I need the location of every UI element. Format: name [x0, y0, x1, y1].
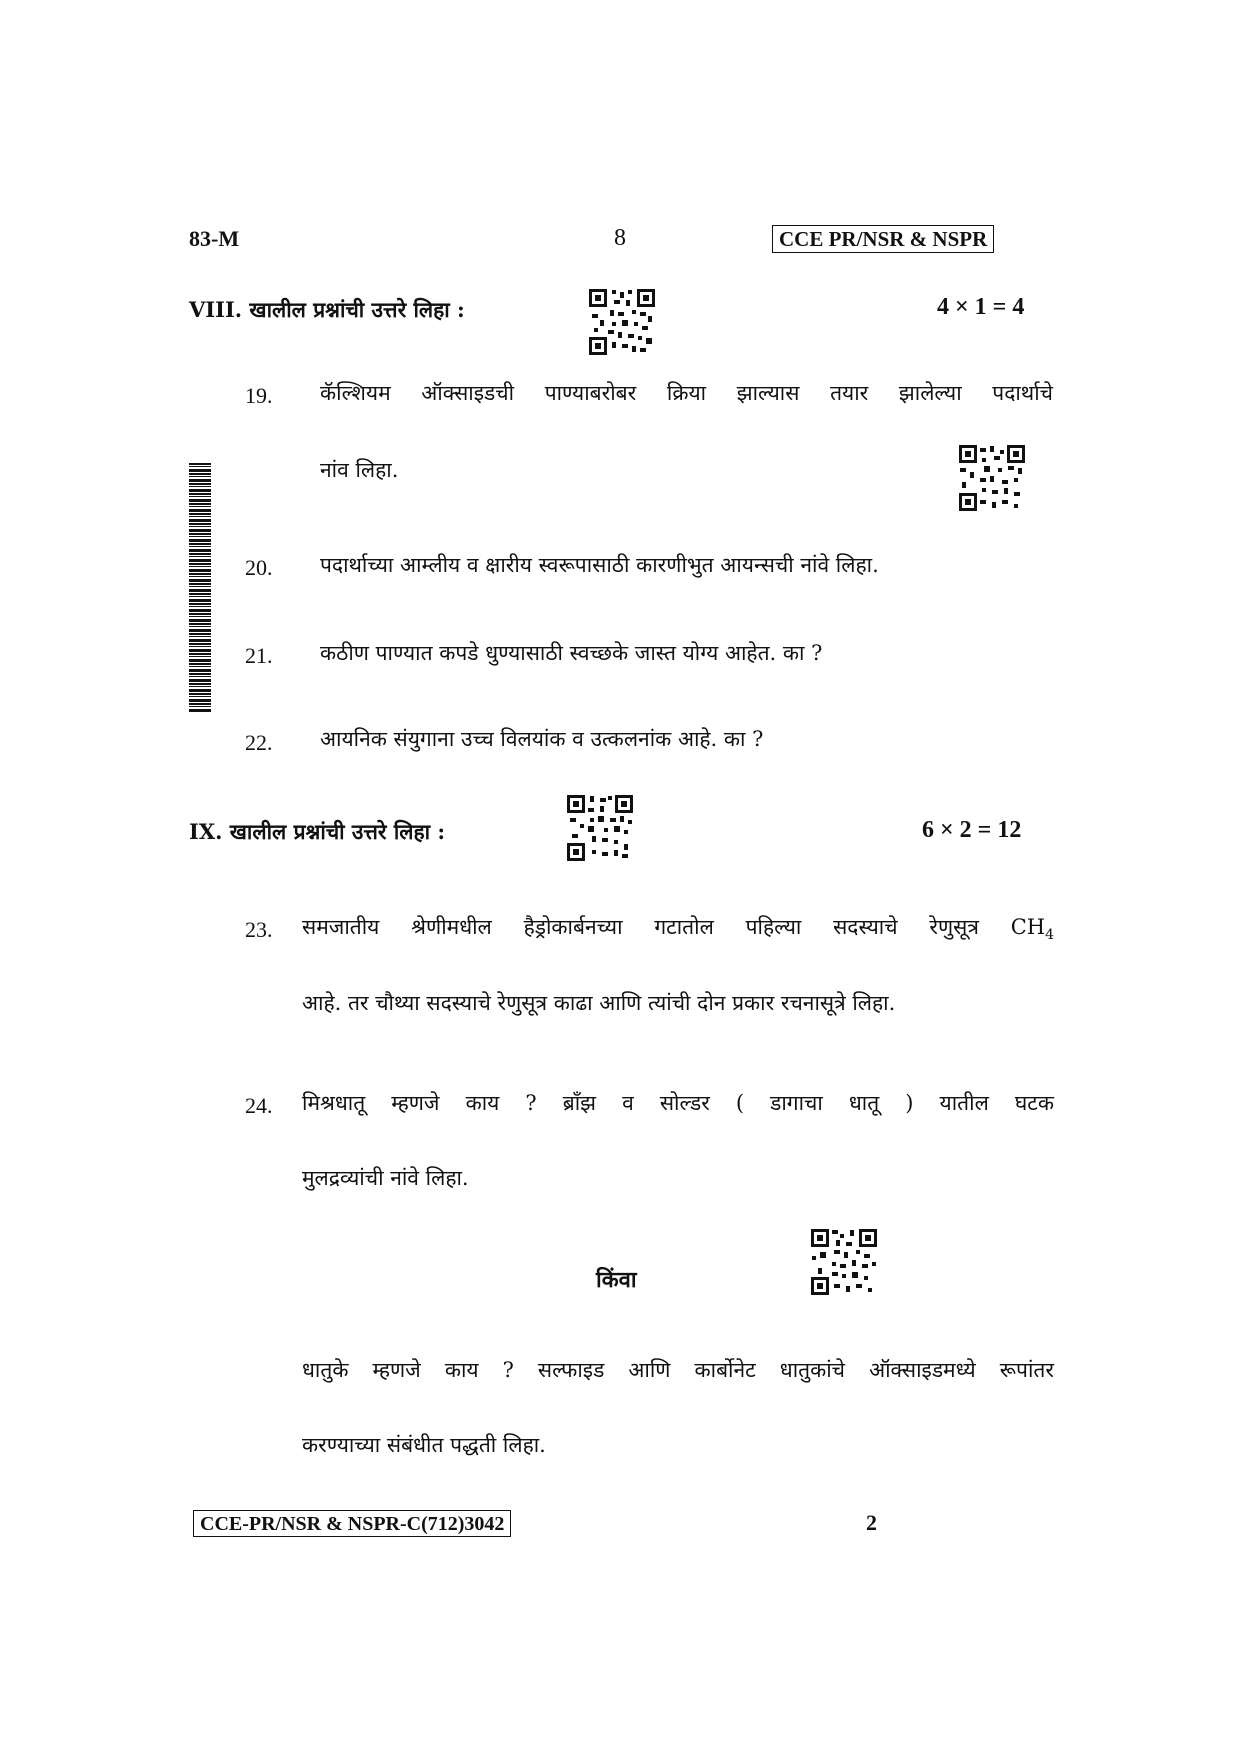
page-number: 8 — [614, 225, 626, 251]
section-8-title: VIII. खालील प्रश्नांची उत्तरे लिहा : — [189, 297, 465, 322]
alternative-question-line-1: धातुके म्हणजे काय ? सल्फाइड आणि कार्बोनेट धातुकांचे ऑक्साइडमध्ये रूपांतर — [302, 1358, 1054, 1382]
question-23-line-1-text: समजातीय श्रेणीमधील हैड्रोकार्बनच्या गटातोल पहिल्या सदस्याचे रेणुसूत्र CH — [302, 915, 1046, 939]
qr-code — [810, 1228, 878, 1296]
barcode — [189, 463, 211, 713]
question-24-line-2: मुलद्रव्यांची नांवे लिहा. — [302, 1166, 469, 1190]
or-label: किंवा — [596, 1267, 637, 1293]
question-number: 21. — [245, 643, 273, 668]
exam-code-box: CCE PR/NSR & NSPR — [772, 225, 994, 253]
qr-code — [588, 288, 656, 356]
question-19-line-1: कॅल्शियम ऑक्साइडची पाण्याबरोबर क्रिया झाल्यास तयार झालेल्या पदार्थाचे — [320, 381, 1053, 405]
question-23-line-2: आहे. तर चौथ्या सदस्याचे रेणुसूत्र काढा आणि त्यांची दोन प्रकार रचनासूत्रे लिहा. — [302, 991, 896, 1015]
question-20-text: पदार्थाच्या आम्लीय व क्षारीय स्वरूपासाठी कारणीभुत आयन्सची नांवे लिहा. — [320, 553, 879, 577]
footer-page-number: 2 — [866, 1510, 877, 1535]
footer-code-box: CCE-PR/NSR & NSPR-C(712)3042 — [193, 1510, 511, 1537]
question-number: 19. — [245, 383, 273, 408]
qr-code — [566, 794, 634, 862]
subscript: 4 — [1045, 927, 1054, 943]
alternative-question-line-2: करण्याच्या संबंधीत पद्धती लिहा. — [302, 1433, 546, 1457]
question-22-text: आयनिक संयुगाना उच्च विलयांक व उत्कलनांक आहे. का ? — [320, 727, 764, 751]
question-number: 20. — [245, 555, 273, 580]
section-8-marks: 4 × 1 = 4 — [937, 294, 1025, 320]
question-number: 23. — [245, 917, 273, 942]
section-9-marks: 6 × 2 = 12 — [922, 817, 1022, 843]
section-9-title: IX. खालील प्रश्नांची उत्तरे लिहा : — [189, 819, 446, 844]
question-21-text: कठीण पाण्यात कपडे धुण्यासाठी स्वच्छके जास्त योग्य आहेत. का ? — [320, 641, 823, 665]
question-23-line-1 — [302, 912, 1054, 942]
paper-code: 83-M — [189, 226, 240, 251]
qr-code — [958, 444, 1026, 512]
question-number: 24. — [245, 1093, 273, 1118]
question-number: 22. — [245, 730, 273, 755]
question-19-line-2: नांव लिहा. — [320, 458, 399, 482]
question-24-line-1: मिश्रधातू म्हणजे काय ? ब्राँझ व सोल्डर ( डागाचा धातू ) यातील घटक — [302, 1091, 1054, 1115]
